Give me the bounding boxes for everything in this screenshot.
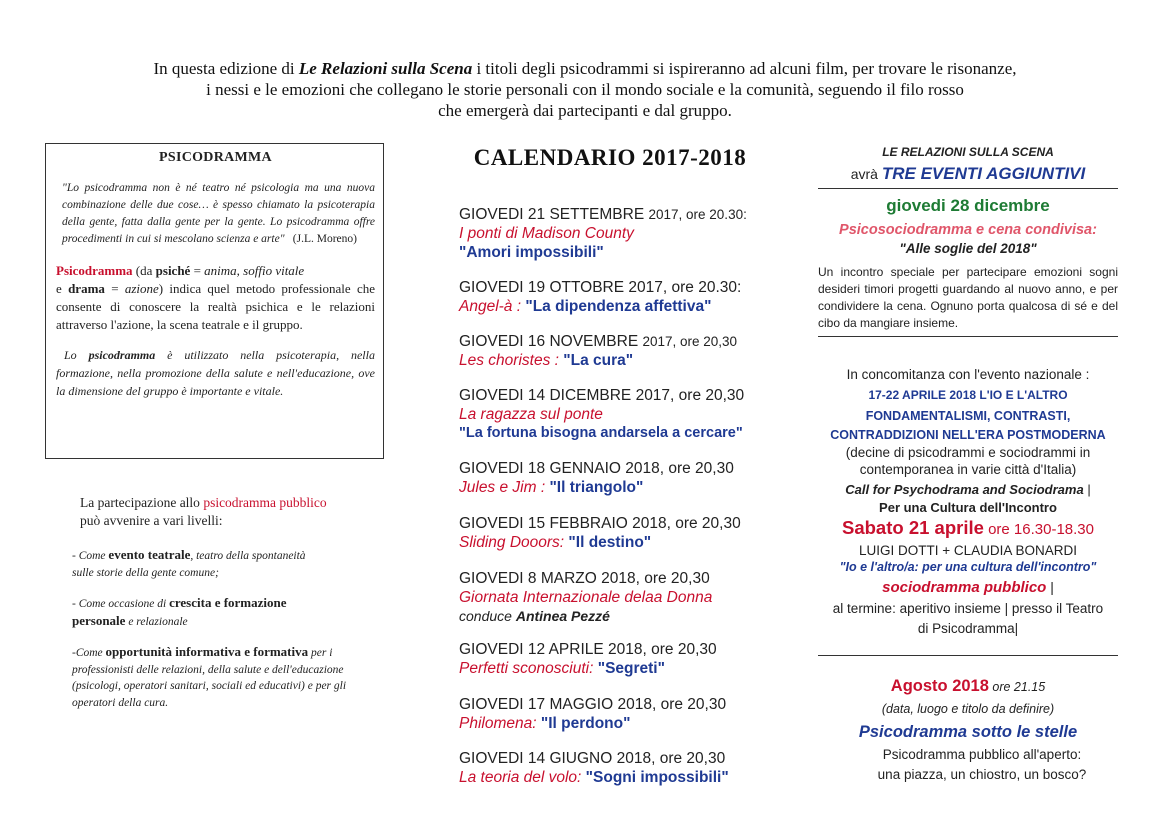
intro-paragraph xyxy=(40,58,1130,121)
divider xyxy=(818,188,1118,189)
participation-heading xyxy=(80,494,392,530)
event-3-description-1: Psicodramma pubblico all'aperto: xyxy=(882,747,1082,762)
moreno-quote xyxy=(62,180,375,248)
divider xyxy=(818,655,1118,656)
definition-text: = xyxy=(104,281,125,296)
event-2-day: Sabato 21 aprile xyxy=(842,517,984,538)
event-2-dates: 17-22 APRILE 2018 L'IO E L'ALTRO xyxy=(868,388,1068,402)
event-film: Perfetti sconosciuti: xyxy=(459,660,594,677)
event-1-title: "Alle soglie del 2018" xyxy=(899,241,1037,256)
heading-emphasis: TRE EVENTI AGGIUNTIVI xyxy=(881,164,1086,183)
calendar-event-10 xyxy=(459,750,789,787)
event-film: Les choristes xyxy=(459,352,551,369)
level-emphasis: personale xyxy=(72,612,126,628)
event-theme: "Amori impossibili" xyxy=(459,244,604,261)
level-emphasis: opportunità informativa e formativa xyxy=(105,644,309,659)
level-emphasis: crescita e formazione xyxy=(169,595,287,610)
event-date: GIOVEDI 14 DICEMBRE 2017, ore 20,30 xyxy=(459,387,745,404)
heading-text: avrà xyxy=(850,166,882,182)
quote-text: "Lo psicodramma non è né teatro né psicologia ma una nuova combinazione delle due cose… è spesso chiamato la psicoterapia della gente, fatta dalla gente per la gente. Lo psicodramma offre procedimenti in cui si mescolano scienza e arte" xyxy=(62,182,375,245)
event-2-call xyxy=(808,480,1128,500)
event-3-description-2: una piazza, un chiostro, un bosco? xyxy=(877,767,1087,782)
event-2-kind xyxy=(808,576,1128,599)
level-emphasis: evento teatrale xyxy=(108,547,191,562)
drama-term: drama xyxy=(68,281,105,296)
level-text: e relazionale xyxy=(125,615,188,628)
event-2-title-line-2: CONTRADDIZIONI NELL'ERA POSTMODERNA xyxy=(830,428,1106,442)
event-theme: "Il destino" xyxy=(568,534,652,551)
event-theme: "La dipendenza affettiva" xyxy=(525,298,712,315)
quote-author: (J.L. Moreno) xyxy=(292,233,357,245)
event-film: Angel-à xyxy=(459,298,513,315)
call-separator: | xyxy=(1083,482,1091,497)
event-3-title: Psicodramma sotto le stelle xyxy=(858,723,1078,741)
event-2-culture: Per una Cultura dell'Incontro xyxy=(879,500,1057,515)
additional-events-column xyxy=(808,143,1128,785)
psicodramma-definition xyxy=(56,262,375,334)
event-theme: "La cura" xyxy=(563,352,634,369)
divider xyxy=(818,336,1118,337)
event-3-tbd: (data, luogo e titolo da definire) xyxy=(881,702,1055,716)
event-date: GIOVEDI 15 FEBBRAIO 2018, ore 20,30 xyxy=(459,515,741,532)
event-2-date-time xyxy=(808,516,1128,542)
event-separator: : xyxy=(550,352,564,369)
event-date-time: 2017, ore 20.30: xyxy=(648,207,747,222)
participation-level-3 xyxy=(72,644,392,711)
event-2-hours: ore 16.30-18.30 xyxy=(983,521,1094,538)
participation-term: psicodramma pubblico xyxy=(203,495,327,510)
event-2-subtitle: "Io e l'altro/a: per una cultura dell'incontro" xyxy=(839,560,1097,574)
event-conductor-label: conduce xyxy=(459,608,516,624)
calendar-title: CALENDARIO 2017-2018 xyxy=(473,145,747,170)
psiche-term: psiché xyxy=(155,263,191,278)
event-date xyxy=(459,333,789,351)
event-1-kind: Psicosociodramma e cena condivisa: xyxy=(839,222,1097,238)
event-conductor: Antinea Pezzé xyxy=(515,608,610,624)
calendar-event-7 xyxy=(459,570,789,626)
intro-title-emphasis: Le Relazioni sulla Scena xyxy=(298,59,473,78)
event-date: GIOVEDI 17 MAGGIO 2018, ore 20,30 xyxy=(459,696,727,713)
participation-text: può avvenire a vari livelli: xyxy=(80,513,223,528)
event-1-description: Un incontro speciale per partecipare emozioni sogni desideri timori progetti guardando al nuovo anno, e per condividere la cena. Ognuno porta qualcosa di sé e del cibo da mangiare insieme. xyxy=(818,265,1118,330)
event-film: Sliding Dooors: xyxy=(459,534,565,551)
definition-term: Psicodramma xyxy=(56,263,133,278)
event-film: La ragazza sul ponte xyxy=(459,406,603,423)
event-film: Jules e Jim : xyxy=(459,479,546,496)
definition-text: e xyxy=(56,281,69,296)
level-text: , teatro della spontaneità xyxy=(190,550,306,562)
level-text: - Come xyxy=(72,550,109,562)
event-2-conductors: LUIGI DOTTI + CLAUDIA BONARDI xyxy=(859,543,1077,558)
intro-line-2: i nessi e le emozioni che collegano le storie personali con il mondo sociale e la comunità, seguendo il filo rosso xyxy=(206,80,964,99)
event-date: GIOVEDI 8 MARZO 2018, ore 20,30 xyxy=(459,570,710,587)
usage-text: è utilizzato nella psicoterapia, nella formazione, nella promozione della salute e nell'educazione, ove la dimensione del gruppo è importante e vitale. xyxy=(56,348,375,398)
event-theme: "Il triangolo" xyxy=(549,479,644,496)
event-date xyxy=(459,206,789,224)
event-film: La teoria del volo: xyxy=(459,769,582,786)
event-film: Giornata Internazionale delaa Donna xyxy=(459,589,713,606)
definition-text: (da xyxy=(132,263,156,278)
calendar-event-1 xyxy=(459,206,789,262)
calendar-event-3 xyxy=(459,333,789,370)
intro-text: In questa edizione di xyxy=(153,59,299,78)
event-2-title-line-1: FONDAMENTALISMI, CONTRASTI, xyxy=(865,409,1071,423)
call-text: Call for Psychodrama and Sociodrama xyxy=(845,482,1084,497)
participation-section xyxy=(72,494,392,725)
event-date-text: GIOVEDI 21 SETTEMBRE xyxy=(459,206,649,223)
participation-level-2 xyxy=(72,595,392,630)
event-date: GIOVEDI 18 GENNAIO 2018, ore 20,30 xyxy=(459,460,734,477)
event-date: GIOVEDI 12 APRILE 2018, ore 20,30 xyxy=(459,641,717,658)
calendar-event-2 xyxy=(459,279,789,316)
intro-line-3: che emergerà dai partecipanti e dal gruppo. xyxy=(438,101,732,120)
level-text: -Come xyxy=(72,647,106,659)
event-date-time: 2017, ore 20,30 xyxy=(642,334,738,349)
definition-text: = xyxy=(190,263,205,278)
calendar-event-9 xyxy=(459,696,789,733)
intro-line-1 xyxy=(40,58,1130,79)
level-text: per i professionisti delle relazioni, della salute e dell'educazione (psicologi, operatori sanitari, sociali ed educativi) e per gli operatori della cura. xyxy=(72,647,347,709)
calendar-event-6 xyxy=(459,515,789,552)
series-name: LE RELAZIONI SULLA SCENA xyxy=(882,145,1054,159)
intro-text: i titoli degli psicodrammi si ispireranno ad alcuni film, per trovare le risonanze, xyxy=(472,59,1017,78)
event-3-date: Agosto 2018 xyxy=(890,677,989,695)
drama-meaning: azione xyxy=(124,281,159,296)
event-2-description: (decine di psicodrammi e sociodrammi in contemporanea in varie città d'Italia) xyxy=(845,445,1091,477)
psiche-meaning: anima, soffio vitale xyxy=(204,263,305,278)
event-3-time: ore 21.15 xyxy=(988,680,1046,694)
event-1-date: giovedi 28 dicembre xyxy=(886,196,1050,215)
event-film: I ponti di Madison County xyxy=(459,225,634,242)
event-film: Philomena: xyxy=(459,715,537,732)
calendar-event-8 xyxy=(459,641,789,678)
kind-separator: | xyxy=(1046,579,1054,595)
event-date: GIOVEDI 19 OTTOBRE 2017, ore 20.30: xyxy=(459,279,742,296)
event-theme: "Segreti" xyxy=(597,660,665,677)
event-2-intro: In concomitanza con l'evento nazionale : xyxy=(846,367,1090,382)
event-2-kind-text: sociodramma pubblico xyxy=(882,579,1047,596)
definition-text: ) indica quel metodo professionale che consente di conoscere la realtà psichica e le relazioni attraverso l'azione, la scena teatrale e il gruppo. xyxy=(56,281,375,332)
participation-text: La partecipazione allo xyxy=(80,495,204,510)
event-theme: "Sogni impossibili" xyxy=(585,769,729,786)
event-theme: "Il perdono" xyxy=(540,715,631,732)
level-text: sulle storie della gente comune; xyxy=(72,566,219,579)
usage-text: Lo xyxy=(64,348,89,362)
event-date-text: GIOVEDI 16 NOVEMBRE xyxy=(459,333,643,350)
participation-level-1 xyxy=(72,547,392,581)
psicodramma-box xyxy=(45,143,384,459)
three-events-heading xyxy=(808,161,1128,187)
usage-term: psicodramma xyxy=(88,348,156,362)
psicodramma-box-title: PSICODRAMMA xyxy=(159,150,272,165)
calendar-event-5 xyxy=(459,460,789,497)
event-2-after: al termine: aperitivo insieme | presso il Teatro di Psicodramma| xyxy=(832,601,1104,636)
event-separator: : xyxy=(512,298,526,315)
calendar-event-4 xyxy=(459,387,789,443)
event-3-date-time xyxy=(808,674,1128,699)
event-date: GIOVEDI 14 GIUGNO 2018, ore 20,30 xyxy=(459,750,726,767)
level-text: - Come occasione di xyxy=(72,598,170,610)
psicodramma-usage xyxy=(56,346,375,400)
event-theme: "La fortuna bisogna andarsela a cercare" xyxy=(459,425,743,441)
